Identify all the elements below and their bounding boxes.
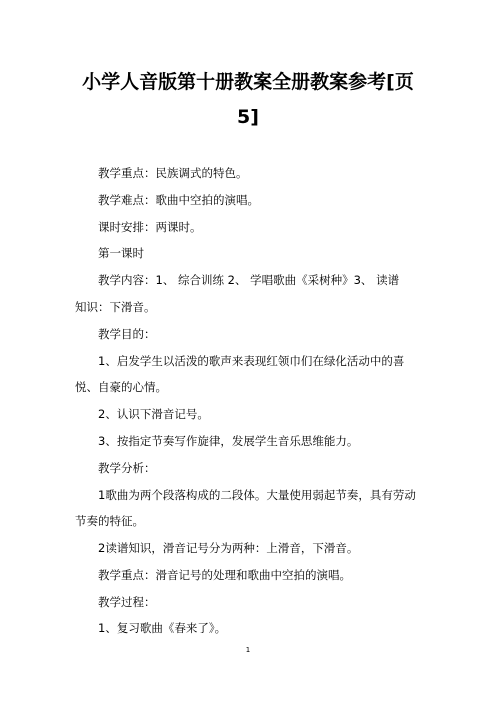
paragraph-line: 教学重点：民族调式的特色。 xyxy=(98,166,248,180)
paragraph-line: 节奏的特征。 xyxy=(75,514,144,528)
page-number: 1 xyxy=(245,646,251,654)
paragraph-line: 3、按指定节奏写作旋律，发展学生音乐思维能力。 xyxy=(98,434,359,448)
paragraph-line: 教学过程： xyxy=(98,595,156,609)
paragraph-line: 教学目的： xyxy=(98,327,156,341)
document-title-line-2: 5] xyxy=(237,106,259,128)
paragraph-line: 2、认识下滑音记号。 xyxy=(98,407,209,421)
paragraph-line: 教学内容：1、 综合训练 2、 学唱歌曲《采树种》3、 读谱 xyxy=(98,273,400,287)
paragraph-line: 第一课时 xyxy=(98,246,144,260)
paragraph-line: 教学分析： xyxy=(98,461,156,475)
paragraph-line: 教学重点：滑音记号的处理和歌曲中空拍的演唱。 xyxy=(98,568,351,582)
paragraph-line: 课时安排：两课时。 xyxy=(98,220,202,234)
paragraph-line: 1歌曲为两个段落构成的二段体。大量使用弱起节奏，具有劳动 xyxy=(98,488,416,502)
paragraph-line: 1、复习歌曲《春来了》。 xyxy=(98,621,227,635)
paragraph-line: 1、启发学生以活泼的歌声来表现红领巾们在绿化活动中的喜 xyxy=(98,354,405,368)
document-title-line-1: 小学人音版第十册教案全册教案参考[页 xyxy=(82,71,414,93)
paragraph-line: 2读谱知识，滑音记号分为两种：上滑音，下滑音。 xyxy=(98,541,359,555)
paragraph-line: 教学难点：歌曲中空拍的演唱。 xyxy=(98,193,259,207)
paragraph-line: 知识：下滑音。 xyxy=(75,300,156,314)
paragraph-line: 悦、自豪的心情。 xyxy=(75,380,167,394)
